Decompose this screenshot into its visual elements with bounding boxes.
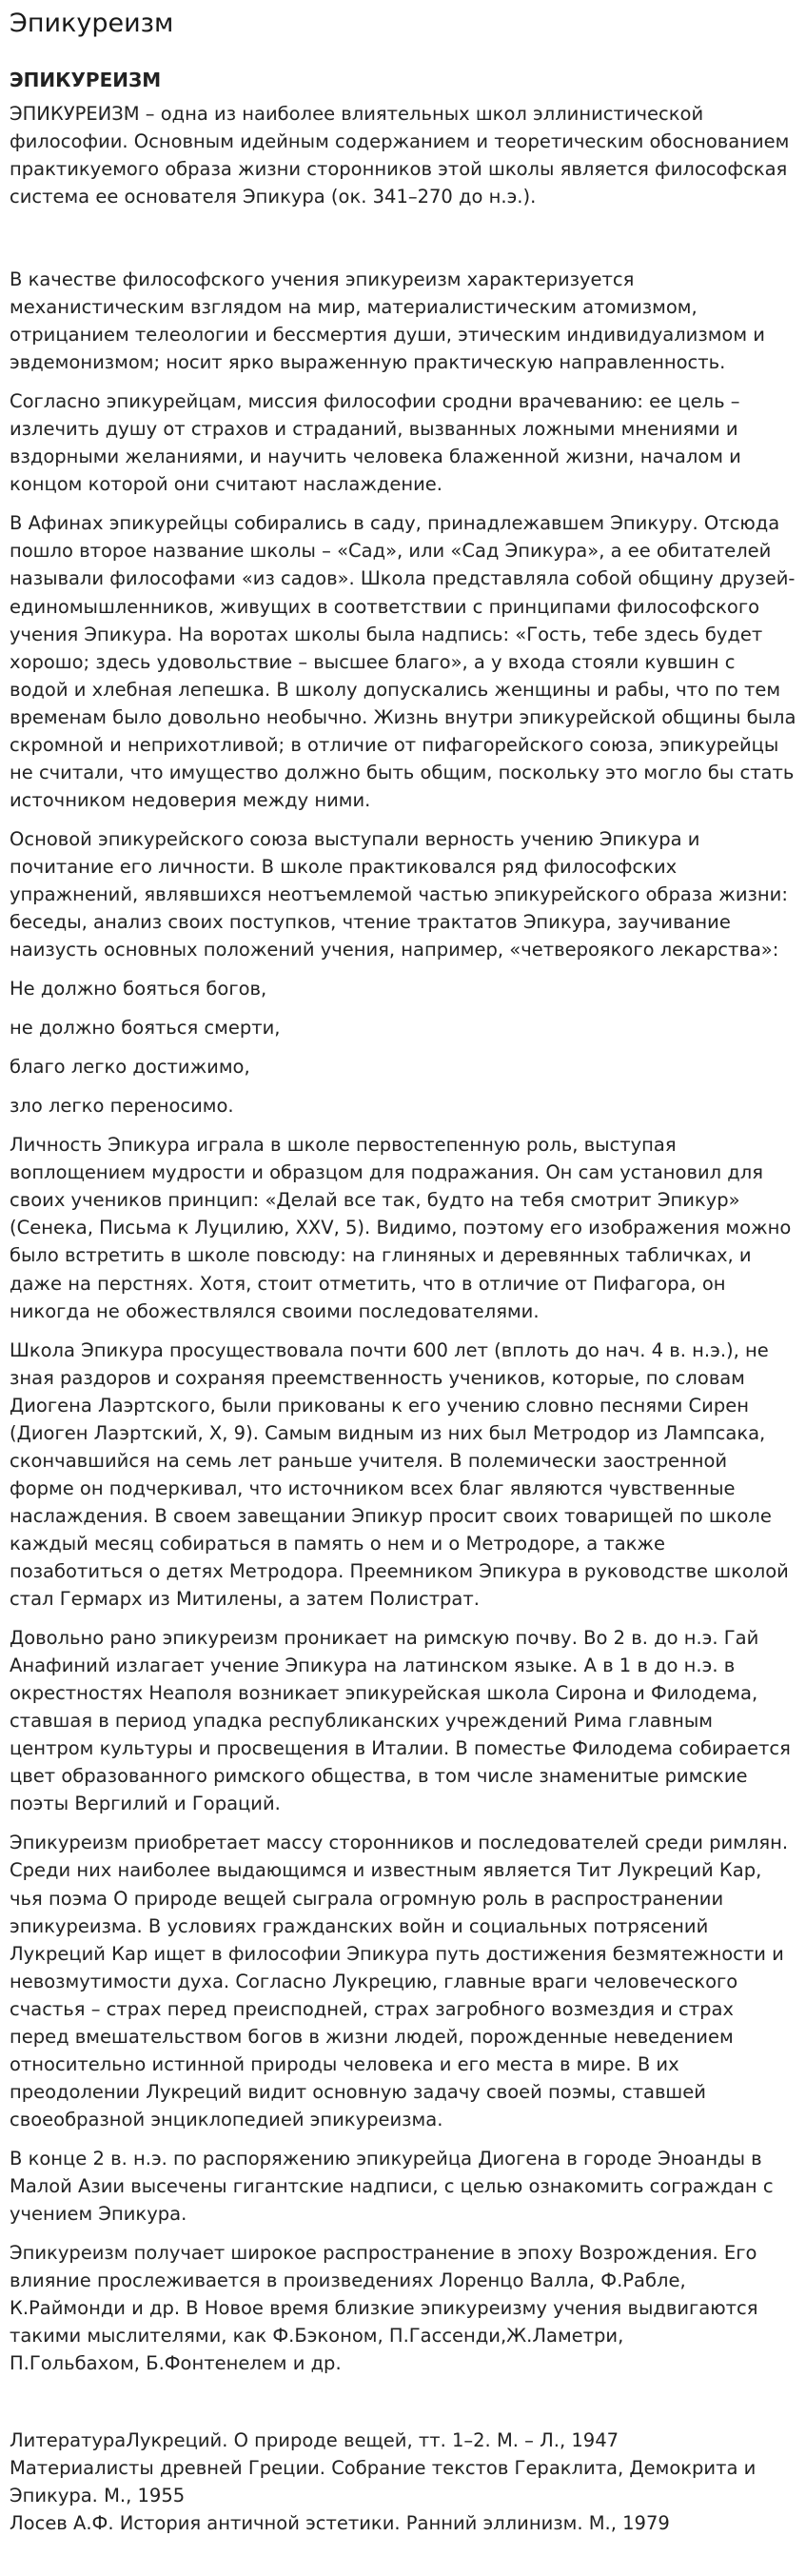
paragraph: Основой эпикурейского союза выступали верность учению Эпикура и почитание его личности. В школе практиковался ряд философских упражнений, являвшихся неотъемлемой частью эпикурейского образа жизни: беседы, анализ своих поступков, чтение трактатов Эпикура, заучивание наизусть основных положений учения, например, «четвероякого лекарства»: <box>10 827 788 961</box>
paragraph: В конце 2 в. н.э. по распоряжению эпикурейца Диогена в городе Эноанды в Малой Азии высечены гигантские надписи, с целью ознакомить сограждан с учением Эпикура. <box>10 2147 774 2226</box>
paragraph: Эпикуреизм получает широкое распространение в эпоху Возрождения. Его влияние прослеживается в произведениях Лоренцо Валла, Ф.Рабле, К.Раймонди и др. В Новое время близкие эпикуреизму учения выдвигаются такими мыслителями, как Ф.Бэконом, П.Гассенди,Ж.Ламетри, <box>10 2242 758 2348</box>
paragraph: Эпикуреизм приобретает массу сторонников и последователей среди римлян. Среди них наиболее выдающимся и известным является Тит Лукреций Кар, чья поэма О природе вещей сыграла огромную роль в распространении эпикуреизма. В условиях гражданских войн и социальных потрясений Лукреций Кар ищет в философии Эпикура путь достижения безмятежности и невозмутимости духа. Согласно Лукрецию, главные враги человеческого счастья – страх перед преисподней, страх загробного возмездия и страх перед вмешательством богов в жизни людей, порожденные неведением относительно истинной природы человека и его места в мире. В их преодолении Лукреций видит основную задачу своей поэмы, ставшей своеобразной энциклопедией эпикуреизма. <box>10 1832 789 2130</box>
quote-line: благо легко достижимо, <box>10 1056 250 1079</box>
reference-item: Лосев А.Ф. История античной эстетики. Ранний эллинизм. М., 1979 <box>10 2512 670 2535</box>
article-body <box>10 67 796 2538</box>
quote-line: зло легко переносимо. <box>10 1095 234 1118</box>
reference-item: Материалисты древней Греции. Собрание текстов Гераклита, Демокрита и Эпикура. М., 1955 <box>10 2457 757 2507</box>
paragraph: Согласно эпикурейцам, миссия философии сродни врачеванию: ее цель – излечить душу от страхов и страданий, вызванных ложными мнениями и вздорными желаниями, и научить человека блаженной жизни, началом и концом которой они считают наслаждение. <box>10 390 741 496</box>
quote-line: не должно бояться смерти, <box>10 1017 281 1040</box>
article-heading: ЭПИКУРЕИЗМ <box>10 68 162 91</box>
paragraph: Личность Эпикура играла в школе первостепенную роль, выступая воплощением мудрости и образцом для подражания. Он сам установил для своих учеников принцип: «Делай все так, будто на тебя смотрит Эпикур» (Сенека, Письма к Луцилию, XXV, 5). Видимо, поэтому его изображения можно было встретить в школе повсюду: на глиняных и деревянных табличках, и даже на перстнях. Хотя, стоит отметить, что в отличие от Пифагора, он никогда не обожествлялся своими последователями. <box>10 1134 792 1322</box>
quote-line: Не должно бояться богов, <box>10 978 267 1001</box>
paragraph: В Афинах эпикурейцы собирались в саду, принадлежавшем Эпикуру. Отсюда пошло второе название школы – «Сад», или «Сад Эпикура», а ее обитателей называли философами «из садов». Школа представляла собой общину друзей-единомышленников, живущих в соответствии с принципами философского учения Эпикура. На воротах школы была надпись: «Гость, тебе здесь будет хорошо; здесь удовольствие – высшее благо», а у входа стояли кувшин с водой и хлебная лепешка. В школу допускались женщины и рабы, что по тем временам было довольно необычно. Жизнь внутри эпикурейской общины была скромной и неприхотливой; в отличие от пифагорейского союза, эпикурейцы не считали, что имущество должно быть общим, поскольку это могло бы стать источником недоверия между ними. <box>10 512 796 811</box>
paragraph: Школа Эпикура просуществовала почти 600 лет (вплоть до нач. 4 в. н.э.), не зная раздоров и сохраняя преемственность учеников, которые, по словам Диогена Лаэртского, были прикованы к его учению словно песнями Сирен (Диоген Лаэртский, X, 9). Самым видным из них был Метродор из Лампсака, скончавшийся на семь лет раньше учителя. В полемически заостренной форме он подчеркивал, что источником всех благ являются чувственные наслаждения. В своем завещании Эпикур просит своих товарищей по школе каждый месяц собираться в память о нем и о Метродоре, а также позаботиться о детях Метродора. Преемником Эпикура в руководстве школой стал Гермарх из Митилены, а затем Полистрат. <box>10 1338 789 1611</box>
references-list <box>10 2427 796 2537</box>
reference-item: ЛитератураЛукреций. О природе вещей, тт. 1–2. М. – Л., 1947 <box>10 2429 619 2452</box>
paragraph: Довольно рано эпикуреизм проникает на римскую почву. Во 2 в. до н.э. Гай Анафиний излагает учение Эпикура на латинском языке. А в 1 в до н.э. в окрестностях Неаполя возникает эпикурейская школа Сирона и Филодема, ставшая в период упадка республиканских учреждений Рима главным центром культуры и просвещения в Италии. В поместье Филодема собирается цвет образованного римского общества, в том числе знаменитые римские поэты Вергилий и Гораций. <box>10 1627 791 1815</box>
paragraph: П.Гольбахом, Б.Фонтенелем и др. <box>10 2352 342 2375</box>
paragraph: В качестве философского учения эпикуреизм характеризуется механистическим взглядом на мир, материалистическим атомизмом, отрицанием телеологии и бессмертия души, этическим индивидуализмом и эвдемонизмом; носит ярко выраженную практическую направленность. <box>10 268 765 374</box>
paragraph: ЭПИКУРЕИЗМ – одна из наиболее влиятельных школ эллинистической философии. Основным идейным содержанием и теоретическим обоснованием практикуемого образа жизни сторонников этой школы является философская система ее основателя Эпикура (ок. 341–270 до н.э.). <box>10 102 790 208</box>
page-title: Эпикуреизм <box>10 9 174 38</box>
